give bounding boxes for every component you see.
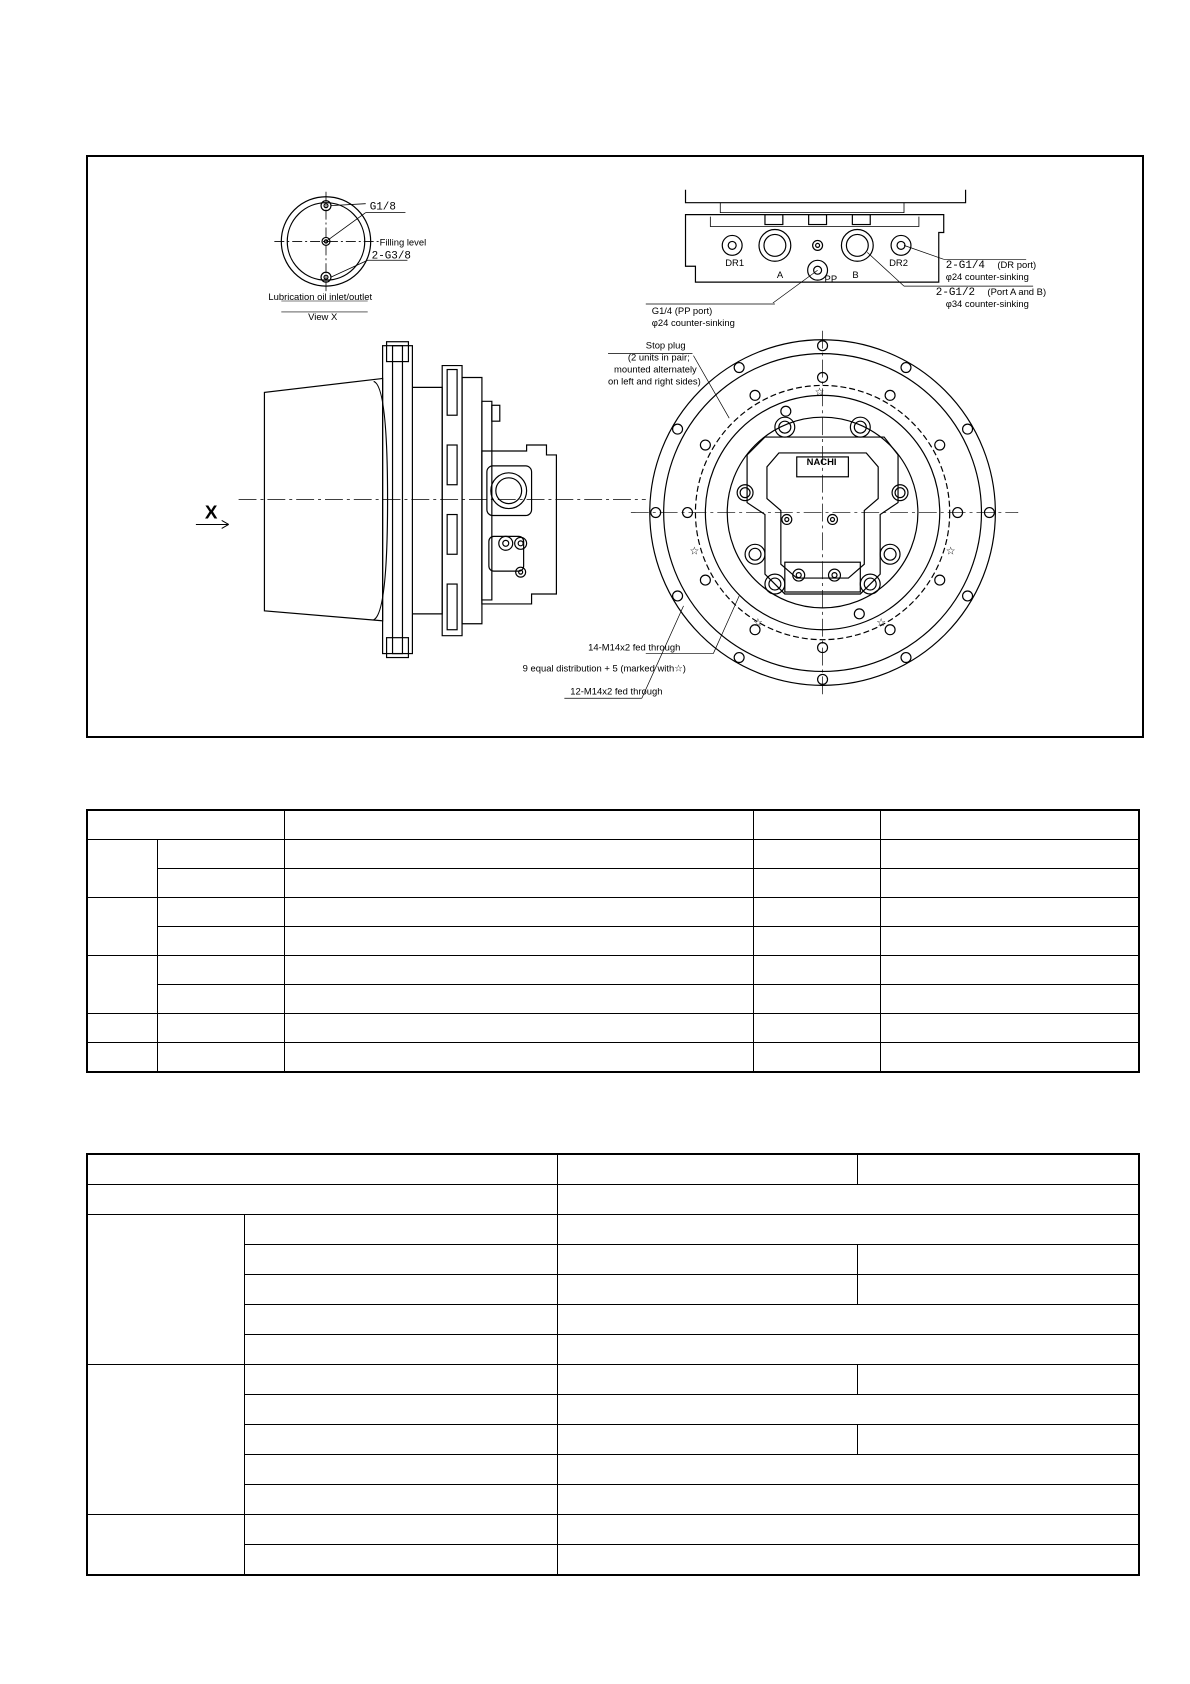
brand-mark: NACHI (806, 455, 837, 467)
ab-port-sink: φ34 counter-sinking (945, 297, 1029, 309)
port-a-label: A (776, 269, 784, 281)
table-row (87, 1154, 1139, 1185)
table-row (87, 1545, 1139, 1576)
dr-port-spec: 2-G1/4 (945, 260, 985, 273)
svg-text:☆: ☆ (814, 385, 825, 399)
table-row (87, 869, 1139, 898)
bolt-inner-line: 12-M14x2 fed through (570, 685, 663, 697)
table-row (87, 1245, 1139, 1275)
ab-port-spec: 2-G1/2 (935, 287, 976, 300)
table-row (87, 840, 1139, 869)
table-row (87, 985, 1139, 1014)
svg-text:☆: ☆ (876, 615, 886, 629)
stop-plug-line4: on left and right sides) (608, 375, 701, 387)
dr-port-sink: φ24 counter-sinking (945, 271, 1029, 283)
table-row (87, 1515, 1139, 1545)
table-row (87, 1395, 1139, 1425)
table-row (87, 1485, 1139, 1515)
svg-text:☆: ☆ (689, 544, 700, 558)
technical-drawing-frame (86, 155, 1144, 738)
view-x-caption: Lubrication oil inlet/outlet (268, 291, 373, 303)
view-x-arrow-label: X (204, 501, 218, 523)
table-row (87, 1014, 1139, 1043)
table-row (87, 1425, 1139, 1455)
pp-port-sink: φ24 counter-sinking (651, 316, 735, 328)
table-row (87, 1043, 1139, 1073)
spec-table-one (86, 809, 1140, 1073)
table-row (87, 1215, 1139, 1245)
pp-port-spec: G1/4 (PP port) (651, 304, 713, 316)
svg-text:☆: ☆ (753, 615, 763, 629)
table-row (87, 956, 1139, 985)
side-view-diagram (239, 342, 646, 658)
port-dr1-label: DR1 (725, 257, 745, 269)
table-row (87, 898, 1139, 927)
table-row (87, 1455, 1139, 1485)
view-x-title: View X (308, 310, 338, 322)
view-x-port-bottom: 2-G3/8 (371, 250, 411, 263)
port-dr2-label: DR2 (889, 257, 908, 269)
view-x-filling-level: Filling level (379, 236, 427, 248)
table-row (87, 1365, 1139, 1395)
table-row (87, 1335, 1139, 1365)
table-row (87, 810, 1139, 840)
bolt-outer-line2: 9 equal distribution + 5 (marked with☆) (522, 662, 686, 674)
technical-drawing (88, 157, 1142, 736)
ab-port-name: (Port A and B) (987, 286, 1047, 298)
stop-plug-line3: mounted alternately (614, 363, 697, 375)
port-b-label: B (852, 269, 859, 281)
table-row (87, 1305, 1139, 1335)
bolt-outer-line1: 14-M14x2 fed through (588, 641, 681, 653)
dr-port-name: (DR port) (997, 259, 1037, 271)
stop-plug-line1: Stop plug (645, 339, 686, 351)
view-x-port-top: G1/8 (369, 201, 396, 214)
svg-text:☆: ☆ (945, 544, 956, 558)
spec-table-two (86, 1153, 1140, 1576)
table-row (87, 1185, 1139, 1215)
port-pp-label: PP (824, 273, 838, 285)
table-row (87, 927, 1139, 956)
stop-plug-line2: (2 units in pair; (627, 351, 690, 363)
table-row (87, 1275, 1139, 1305)
